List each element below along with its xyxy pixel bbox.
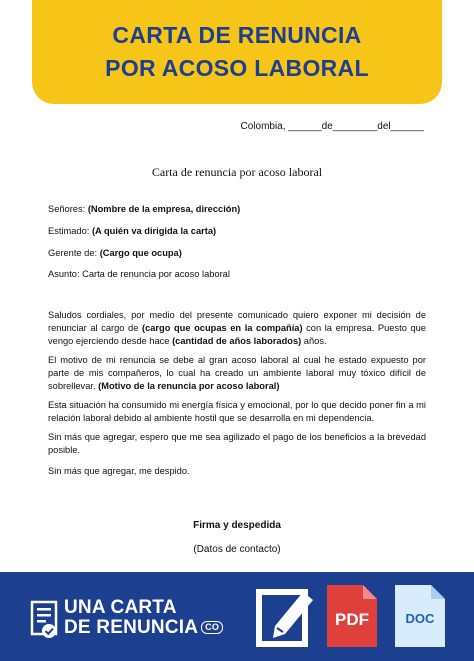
subject-line: Asunto: Carta de renuncia por acoso laboral (48, 269, 230, 279)
p1-text-c: con la empresa. Puesto que vengo ejerciendo desde hace (48, 323, 426, 346)
p2-text-a: El motivo de mi renuncia se debe al gran acoso laboral al cual he estado expuesto por parte de mis compañeros, lo cual ha creado un ambiente laboral muy tóxico difícil de sobrellevar. (48, 355, 426, 391)
contact-data: (Datos de contacto) (193, 544, 281, 555)
document-check-icon (30, 600, 60, 640)
gerente-value: (Cargo que ocupa) (99, 248, 182, 258)
recipient-role (48, 248, 182, 258)
edit-document-icon[interactable] (255, 582, 321, 650)
brand-line-2 (64, 618, 223, 638)
banner-title-line-1: CARTA DE RENUNCIA (112, 22, 362, 48)
p1-cargo: (cargo que ocupas en la compañía) (141, 323, 303, 333)
p1-text-e: años. (301, 336, 327, 346)
estimado-label: Estimado: (48, 226, 90, 236)
brand-line-2-text: DE RENUNCIA (64, 617, 199, 638)
p1-text-a: Saludos cordiales, por medio del presente comunicado quiero exponer mi decisión de renunciar al cargo de (48, 310, 426, 333)
doc-file-icon[interactable] (395, 585, 445, 647)
pdf-label: PDF (335, 610, 369, 629)
title-banner (32, 0, 442, 104)
paragraph-3: Esta situación ha consumido mi energía física y emocional, por lo que decido poner fin a mi relación laboral debido al ambiente hostil que se desarrolla en mi dependencia. (48, 400, 426, 423)
brand-logo[interactable] (64, 598, 223, 638)
p2-motivo: (Motivo de la renuncia por acoso laboral) (98, 381, 280, 391)
recipient-person (48, 226, 216, 236)
paragraph-1 (48, 309, 426, 348)
pdf-file-icon[interactable] (327, 585, 377, 647)
paragraph-5: Sin más que agregar, me despido. (48, 466, 190, 476)
senores-label: Señores: (48, 204, 86, 214)
senores-value: (Nombre de la empresa, dirección) (87, 204, 241, 214)
recipient-company (48, 204, 240, 214)
gerente-label: Gerente de: (48, 248, 98, 258)
estimado-value: (A quién va dirigida la carta) (91, 226, 217, 236)
p1-anos: (cantidad de años laborados) (172, 336, 302, 346)
paragraph-4: Sin más que agregar, espero que me sea agilizado el pago de los beneficios a la brevedad posible. (48, 432, 426, 455)
doc-label: DOC (405, 611, 435, 626)
brand-line-1: UNA CARTA (64, 597, 177, 618)
brand-badge: CO (201, 621, 223, 634)
letter-body (48, 309, 426, 484)
date-line: Colombia, ______de________del______ (240, 121, 424, 132)
paragraph-2 (48, 354, 426, 393)
banner-title-line-2: POR ACOSO LABORAL (105, 55, 369, 81)
signature-label: Firma y despedida (193, 520, 281, 531)
letter-title: Carta de renuncia por acoso laboral (151, 165, 323, 179)
